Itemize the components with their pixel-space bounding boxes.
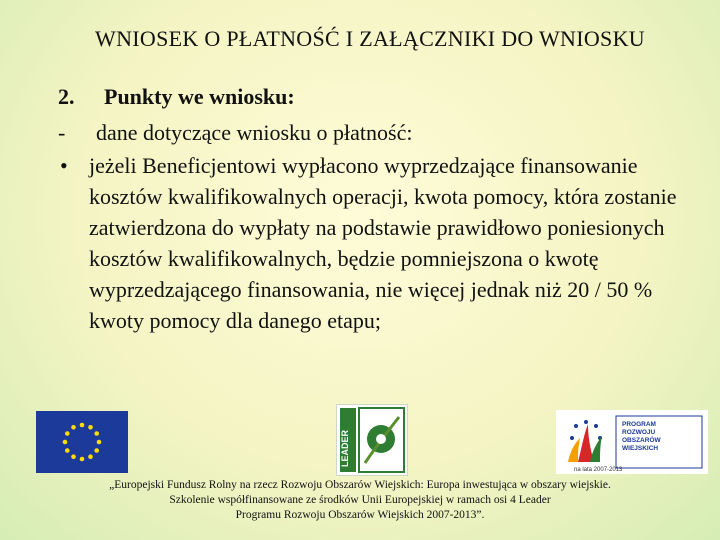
bullet-item-text: jeżeli Beneficjentowi wypłacono wyprzedzające finansowanie kosztów kwalifikowalnych operacji, kwota pomocy, która zostanie zatwierdzona do wypłaty na podstawie prawidłowo poniesionych kosztów kwalifikowalnych, będzie pomniejszona o kwotę wyprzedzającego finansowania, nie więcej jednak niż 20 / 50 % kwoty pomocy dla danego etapu; — [89, 153, 677, 333]
prow-text-4: WIEJSKICH — [622, 445, 659, 452]
dash-marker: - — [58, 120, 66, 145]
dash-item — [58, 120, 412, 146]
slide-title: WNIOSEK O PŁATNOŚĆ I ZAŁĄCZNIKI DO WNIOSKU — [95, 26, 645, 51]
footer-note — [60, 478, 660, 523]
prow-years: na lata 2007-2013 — [574, 467, 623, 473]
leader-logo-text: LEADER — [340, 429, 350, 467]
footer-line-1: „Europejski Fundusz Rolny na rzecz Rozwoju Obszarów Wiejskich: Europa inwestująca w obszary wiejskie. — [109, 479, 611, 491]
footer-line-2: Szkolenie współfinansowane ze środków Unii Europejskiej w ramach osi 4 Leader — [169, 494, 551, 506]
prow-text-2: ROZWOJU — [622, 429, 656, 436]
prow-text-3: OBSZARÓW — [622, 437, 661, 444]
footer-line-3: Programu Rozwoju Obszarów Wiejskich 2007-2013”. — [235, 509, 485, 521]
leader-logo — [336, 404, 408, 476]
prow-logo — [556, 410, 708, 474]
section-heading-text: Punkty we wniosku: — [104, 84, 295, 109]
bullet-item — [58, 150, 678, 336]
section-heading — [58, 84, 295, 110]
prow-text-1: PROGRAM — [622, 421, 656, 428]
dash-item-text: dane dotyczące wniosku o płatność: — [96, 120, 413, 145]
bullet-marker: • — [60, 153, 68, 178]
section-number: 2. — [58, 84, 75, 109]
eu-flag-icon — [36, 411, 128, 473]
